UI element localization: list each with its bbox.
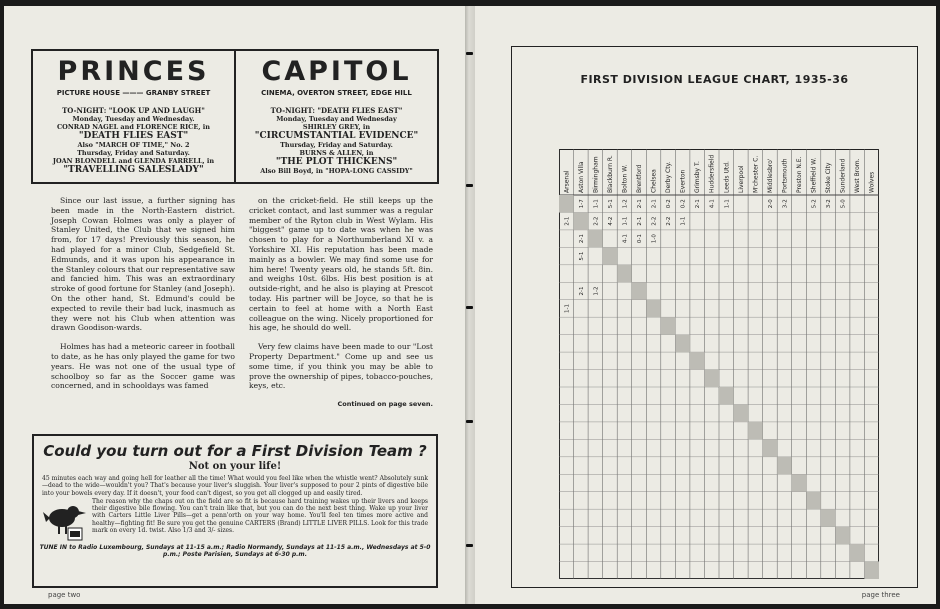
- princes-thu-label: Thursday, Friday and Saturday.: [77, 149, 190, 157]
- diagonal-cell: [850, 544, 865, 561]
- capitol-thu-film: "THE PLOT THICKENS": [275, 157, 398, 167]
- column-team-label: Bolton W.: [621, 164, 629, 193]
- result-cell: 2-2: [593, 216, 600, 226]
- result-cell: 2-1: [637, 216, 643, 226]
- result-cell: 3-2: [782, 199, 789, 209]
- bird-icon: [42, 498, 88, 542]
- diagonal-cell: [559, 195, 574, 212]
- result-cell: 1-7: [578, 199, 585, 209]
- princes-mon-also: Also "MARCH OF TIME," No. 2: [77, 141, 190, 149]
- result-cell: 3-2: [826, 199, 833, 209]
- staple: [466, 306, 473, 309]
- column-team-label: Chelsea: [650, 169, 658, 193]
- princes-thu-stars: JOAN BLONDELL and GLENDA FARRELL, in: [52, 157, 215, 165]
- result-cell: 2-1: [578, 286, 585, 296]
- column-team-label: Aston Villa: [577, 161, 585, 193]
- result-cell: 1-1: [622, 216, 629, 226]
- result-cell: 1-1: [724, 199, 731, 209]
- capitol-mon-label: Monday, Tuesday and Wednesday: [276, 115, 397, 123]
- staple: [466, 184, 473, 187]
- princes-mon-stars: CONRAD NAGEL and FLORENCE RICE, in: [56, 123, 211, 131]
- diagonal-cell: [734, 404, 749, 421]
- diagonal-cell: [763, 439, 778, 456]
- article-column-left: [51, 196, 235, 426]
- result-cell: 1-0: [651, 234, 658, 244]
- column-team-label: Everton: [679, 169, 687, 193]
- result-cell: 1-1: [564, 303, 571, 313]
- article: [51, 196, 433, 426]
- capitol-title: CAPITOL: [261, 56, 412, 87]
- princes-location: PICTURE HOUSE ——— GRANBY STREET: [56, 89, 211, 97]
- princes-mon-film: "DEATH FLIES EAST": [78, 131, 189, 141]
- article-paragraph: Since our last issue, a further signing has been made in the North-Eastern district. Joseph Cowan Holmes was only a player of Stanley United, the Club that we signed him from, for 17 days! Previously this season, he had played for a minor Club, Sedgefield St. Edmunds, and it was upon his appearance in the Stanley colours that our representative saw and fancied him. This was an extraordinary stroke of good fortune for Stanley (and Joseph). On the other hand, St. Edmund's could be expected to revile their bad luck, inasmuch as they were not his Club when attention was drawn Goodison-wards.: [51, 196, 236, 333]
- diagonal-cell: [835, 527, 850, 544]
- diagonal-cell: [690, 352, 705, 369]
- advert-lower: [42, 498, 428, 542]
- result-cell: 0-2: [680, 199, 687, 209]
- diagonal-cell: [704, 370, 719, 387]
- diagonal-cell: [777, 457, 792, 474]
- staple: [466, 420, 473, 423]
- princes-title: PRINCES: [57, 56, 210, 87]
- capitol-mon-film: "CIRCUMSTANTIAL EVIDENCE": [254, 131, 419, 141]
- diagonal-cell: [617, 265, 632, 282]
- result-cell: 1-1: [680, 216, 687, 226]
- result-cell: 5-2: [811, 199, 818, 209]
- result-cell: 1-2: [622, 199, 629, 209]
- column-team-label: Blackburn R.: [606, 155, 614, 193]
- diagonal-cell: [748, 422, 763, 439]
- result-cell: 2-1: [637, 199, 643, 209]
- column-team-label: Leeds Utd.: [723, 161, 731, 193]
- result-cell: 5-0: [840, 199, 847, 209]
- diagonal-cell: [588, 230, 603, 247]
- column-team-label: Sheffield W.: [810, 157, 818, 193]
- article-paragraph: on the cricket-field. He still keeps up the cricket contact, and last summer was a regular member of the Ryton club in West Wylam. His "biggest" game up to date was when he was chosen to play for a Northumberland XI v. a Yorkshire XI. His reputation has been made mainly as a bowler. We may find some use for him here! Twenty years old, he stands 5ft. 8in. and weighs 10st. 6lbs. His best position is at outside-right, and he also is playing at Prescot today. His partner will be Joyce, so that he is certain to feel at home with a North East colleague on the wing. Nicely proportioned for his age, he should do well.: [249, 196, 433, 333]
- result-cell: 4-2: [607, 216, 614, 226]
- column-team-label: Middlesbro': [766, 158, 774, 193]
- diagonal-cell: [792, 474, 807, 491]
- league-chart: [511, 46, 918, 588]
- capitol-location: CINEMA, OVERTON STREET, EDGE HILL: [261, 89, 412, 97]
- diagonal-cell: [646, 300, 661, 317]
- advert-paragraph: The reason why the chaps out on the field are so fit is because hard training wakes up their livers and keeps their digestive bile flowing. You can't train like that, but you can do the next best thing. Wake up your liver with Carters Little Liver Pills—get a penn'orth on your way home. You'll feel ten times more active and healthy—fighting fit! Be sure you get the genuine CARTERS (Brand) LITTLE LIVER PILLS. Look for this trade mark on every 1d. twist. Also 1/3 and 3/- sizes.: [92, 497, 428, 535]
- league-chart-grid: [559, 149, 879, 579]
- result-cell: 0-2: [666, 199, 673, 209]
- result-cell: 2-1: [695, 199, 702, 209]
- capitol-advert: [234, 51, 437, 182]
- article-column-right: [249, 196, 433, 426]
- column-team-label: Liverpool: [737, 165, 745, 193]
- spine: [465, 6, 475, 604]
- column-team-label: Preston N.E.: [796, 156, 803, 193]
- diagonal-cell: [675, 335, 690, 352]
- result-cell: 2-0: [767, 199, 774, 209]
- result-cell: 1-2: [593, 286, 600, 296]
- result-cell: 2-1: [564, 216, 571, 226]
- result-cell: 2-2: [666, 216, 673, 226]
- cinema-adverts: [31, 49, 439, 184]
- column-team-label: M'chester C.: [752, 155, 760, 193]
- diagonal-cell: [661, 317, 676, 334]
- column-team-label: Birmingham: [592, 156, 600, 193]
- princes-tonight: TO-NIGHT: "LOOK UP AND LAUGH": [62, 106, 205, 115]
- result-cell: 0-1: [637, 234, 643, 244]
- diagonal-cell: [632, 282, 647, 299]
- carters-advert: [32, 434, 438, 588]
- column-team-label: Huddersfield: [708, 154, 716, 193]
- column-team-label: Stoke City: [825, 162, 833, 193]
- result-cell: 5-1: [578, 251, 585, 261]
- column-team-label: Sunderland: [839, 158, 847, 193]
- column-team-label: Brentford: [636, 164, 643, 193]
- chart-title: FIRST DIVISION LEAGUE CHART, 1935-36: [580, 73, 849, 86]
- diagonal-cell: [821, 509, 836, 526]
- column-team-label: Derby Cty.: [665, 161, 673, 193]
- capitol-mon-stars: SHIRLEY GREY, in: [302, 123, 371, 131]
- princes-thu-film: "TRAVELLING SALESLADY": [63, 165, 204, 175]
- page-number-left: page two: [48, 591, 81, 599]
- result-cell: 2-2: [651, 216, 658, 226]
- right-page: [475, 6, 936, 604]
- staple: [466, 52, 473, 55]
- diagonal-cell: [574, 212, 589, 229]
- column-team-label: Wolves: [868, 171, 876, 193]
- column-team-label: Grimsby T.: [694, 161, 702, 193]
- diagonal-cell: [603, 247, 618, 264]
- capitol-tonight: TO-NIGHT: "DEATH FLIES EAST": [270, 106, 403, 115]
- result-cell: 4-1: [622, 234, 629, 244]
- capitol-thu-label: Thursday, Friday and Saturday.: [280, 141, 393, 149]
- diagonal-cell: [864, 562, 879, 579]
- diagonal-cell: [806, 492, 821, 509]
- result-cell: 2-1: [651, 199, 658, 209]
- advert-subhead: Not on your life!: [188, 461, 282, 472]
- left-page: [4, 6, 465, 604]
- column-team-label: Portsmouth: [781, 158, 789, 193]
- capitol-thu-stars: BURNS & ALLEN, in: [299, 149, 374, 157]
- advert-paragraph: 45 minutes each way and going hell for leather all the time! What would you feel like when the whistle went? Absolutely sunk—dead to the wide—wouldn't you? That's because your liver's sluggish. Your liver's supposed to pour 2 pints of digestive bile into your bowels every day. If it doesn't, your food can't digest, so you get all clogged up and easily tired.: [42, 475, 428, 497]
- advert-headline: Could you turn out for a First Division Team ?: [43, 442, 427, 460]
- capitol-thu-also: Also Bill Boyd, in "HOPA-LONG CASSIDY": [260, 167, 413, 175]
- princes-advert: [33, 51, 234, 182]
- continued-note: Continued on page seven.: [337, 400, 433, 409]
- result-cell: 4-1: [709, 199, 716, 209]
- advert-radio-note: TUNE IN to Radio Luxembourg, Sundays at 11-15 a.m.; Radio Normandy, Sundays at 11-15 a.m., Wednesdays at 5-0 p.m.; Poste Parisien, Sundays at 6-30 p.m.: [39, 543, 431, 558]
- result-cell: 5-1: [607, 199, 614, 209]
- result-cell: 2-1: [578, 234, 585, 244]
- article-paragraph: Holmes has had a meteoric career in football to date, as he has only played the game for two years. He was not one of the usual type of schoolboy so far as the Soccer game was concerned, and in schooldays was famed: [51, 342, 235, 391]
- column-team-label: Arsenal: [563, 170, 571, 193]
- page-number-right: page three: [861, 591, 900, 599]
- staple: [466, 544, 473, 547]
- result-cell: 1-1: [593, 199, 600, 209]
- diagonal-cell: [719, 387, 734, 404]
- article-paragraph: Very few claims have been made to our "Lost Property Department." Come up and see us some time, if you think you may be able to prove the ownership of pipes, tobacco-pouches, keys, etc.: [249, 342, 433, 391]
- princes-mon-label: Monday, Tuesday and Wednesday.: [72, 115, 195, 123]
- column-team-label: West Brom.: [854, 158, 862, 193]
